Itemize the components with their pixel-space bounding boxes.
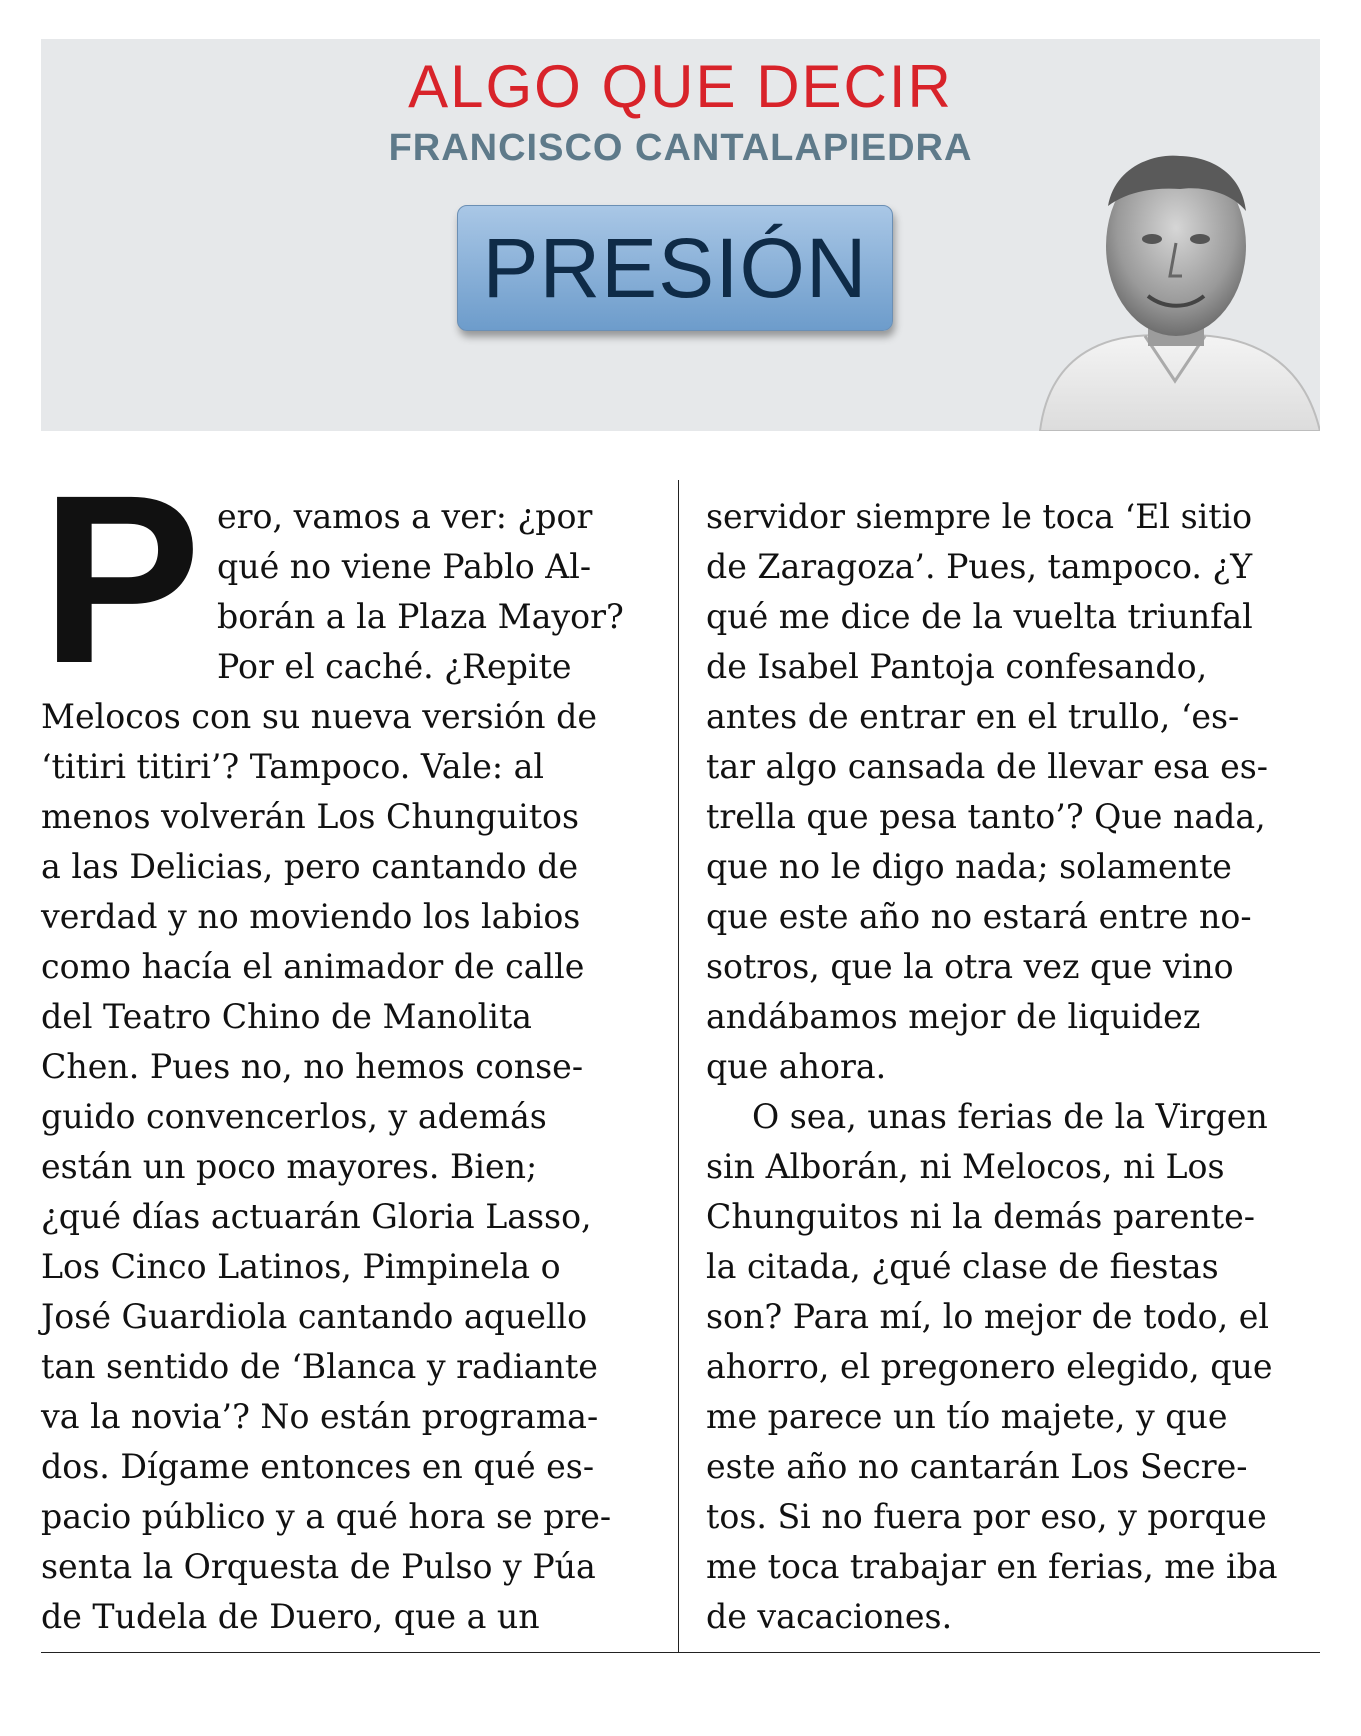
headline: PRESIÓN [482,221,868,315]
text-line: como hacía el animador de calle [41,947,585,986]
text-line: Chunguitos ni la demás parente- [706,1197,1255,1236]
text-line: borán a la Plaza Mayor? [217,597,624,636]
author-portrait [1030,131,1320,431]
text-line: Los Cinco Latinos, Pimpinela o [41,1247,561,1286]
text-line: qué me dice de la vuelta triunfal [706,597,1253,636]
text-line: de Zaragoza’. Pues, tampoco. ¿Y [706,547,1253,586]
author-name: FRANCISCO CANTALAPIEDRA [388,127,973,169]
text-line: guido convencerlos, y además [41,1097,547,1136]
text-line: están un poco mayores. Bien; [41,1147,538,1186]
text-line: que este año no estará entre no- [706,897,1252,936]
text-line: trella que pesa tanto’? Que nada, [706,797,1266,836]
text-line: Chen. Pues no, no hemos conse- [41,1047,584,1086]
text-line: ahorro, el pregonero elegido, que [706,1347,1273,1386]
text-line: la citada, ¿qué clase de fiestas [706,1247,1219,1286]
text-line: servidor siempre le toca ‘El sitio [706,497,1253,536]
text-line: andábamos mejor de liquidez [706,997,1201,1036]
text-line: de vacaciones. [706,1597,953,1636]
text-line: va la novia’? No están programa- [41,1397,599,1436]
text-line: me toca trabajar en ferias, me iba [706,1547,1278,1586]
article-column-right [706,492,1326,1642]
text-line: sotros, que la otra vez que vino [706,947,1234,986]
text-line: tar algo cansada de llevar esa es- [706,747,1268,786]
article-column-left [41,445,661,1642]
drop-cap: P [41,445,202,713]
text-line: me parece un tío majete, y que [706,1397,1228,1436]
text-line: que no le digo nada; solamente [706,847,1232,886]
text-line: antes de entrar en el trullo, ‘es- [706,697,1240,736]
text-line: qué no viene Pablo Al- [217,547,592,586]
column-divider [678,480,679,1652]
text-line: menos volverán Los Chunguitos [41,797,580,836]
text-line: verdad y no moviendo los labios [41,897,581,936]
text-line: ‘titiri titiri’? Tampoco. Vale: al [41,747,544,786]
section-title: ALGO QUE DECIR [408,53,953,120]
text-line: ¿qué días actuarán Gloria Lasso, [41,1197,592,1236]
text-line: tos. Si no fuera por eso, y porque [706,1497,1267,1536]
bottom-rule [41,1652,1320,1653]
headline-box [457,205,893,331]
text-line: que ahora. [706,1047,887,1086]
text-line: pacio público y a qué hora se pre- [41,1497,612,1536]
text-line: del Teatro Chino de Manolita [41,997,532,1036]
text-line: Por el caché. ¿Repite [217,647,572,686]
text-line: ero, vamos a ver: ¿por [217,497,593,536]
text-line: dos. Dígame entonces en qué es- [41,1447,595,1486]
text-line: Melocos con su nueva versión de [41,697,597,736]
text-line: José Guardiola cantando aquello [41,1297,588,1336]
column-header [41,39,1320,431]
text-line: a las Delicias, pero cantando de [41,847,579,886]
text-line: sin Alborán, ni Melocos, ni Los [706,1147,1225,1186]
text-line: tan sentido de ‘Blanca y radiante [41,1347,598,1386]
text-line: de Isabel Pantoja confesando, [706,647,1208,686]
text-line: O sea, unas ferias de la Virgen [752,1097,1268,1136]
text-line: senta la Orquesta de Pulso y Púa [41,1547,596,1586]
text-line: son? Para mí, lo mejor de todo, el [706,1297,1270,1336]
text-line: este año no cantarán Los Secre- [706,1447,1248,1486]
text-line: de Tudela de Duero, que a un [41,1597,540,1636]
